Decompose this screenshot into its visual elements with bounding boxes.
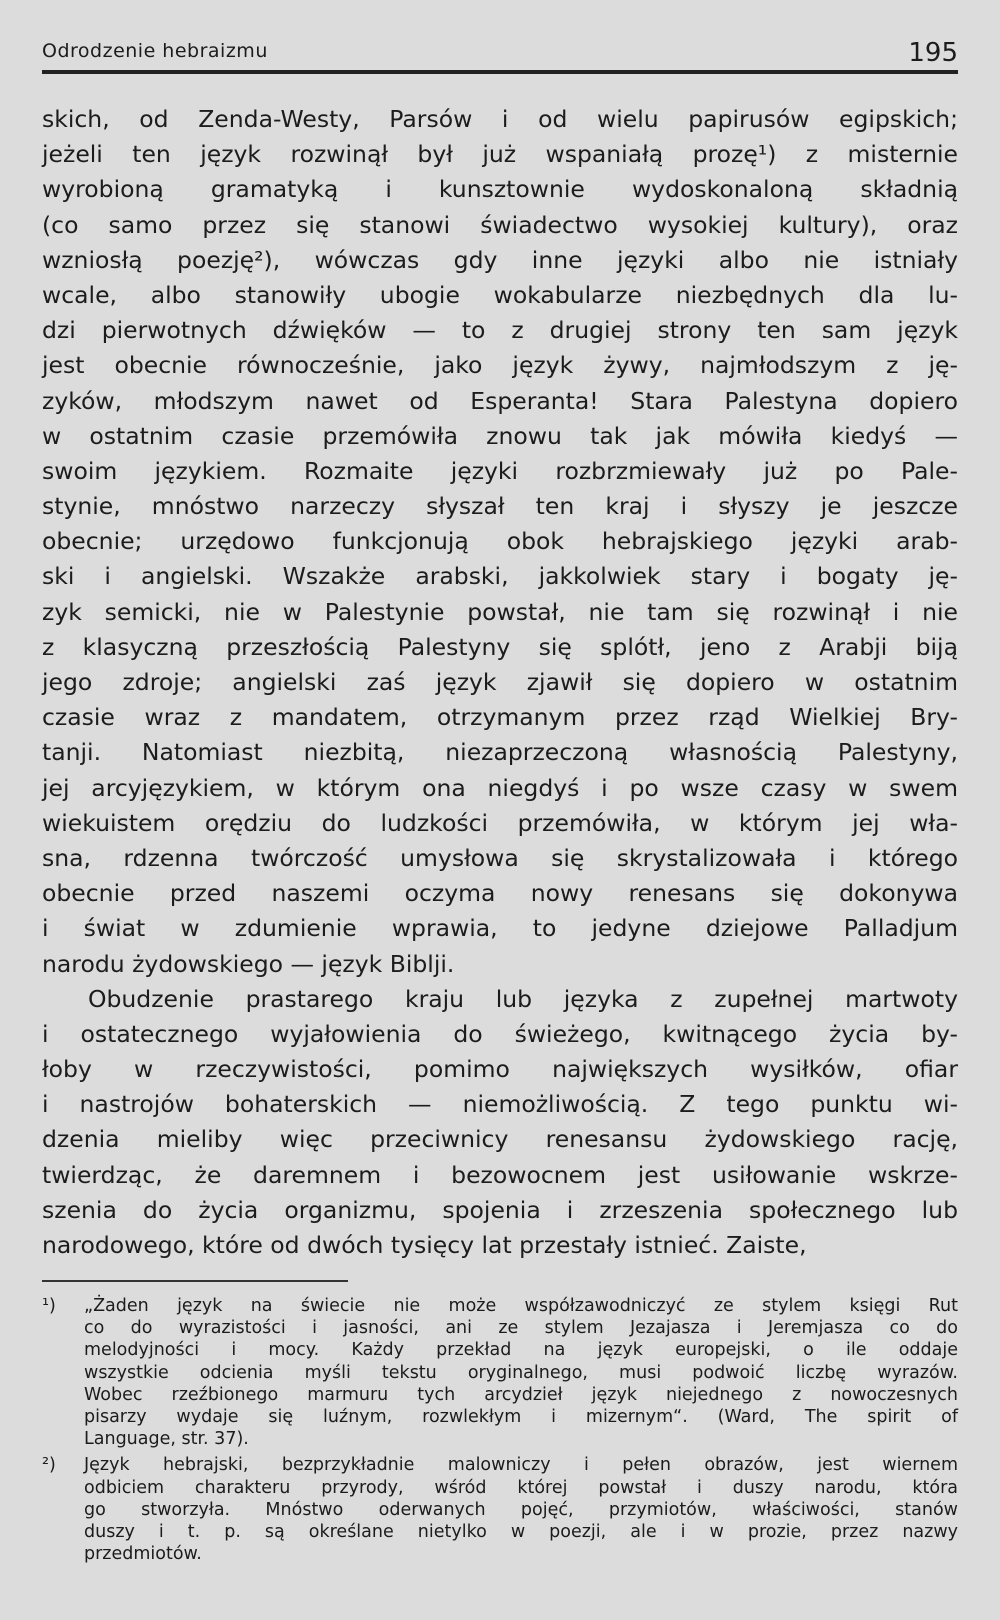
text-line: w ostatnim czasie przemówiła znowu tak jak mówiła kiedyś — [42, 421, 958, 450]
text-line: Obudzenie prastarego kraju lub języka z zupełnej martwoty [88, 984, 958, 1013]
text-line: i nastrojów bohaterskich — niemożliwością. Z tego punktu wi- [42, 1090, 958, 1119]
footnote-mark: ²) [42, 1455, 56, 1476]
footnote-line: przedmiotów. [84, 1544, 202, 1565]
text-line: skich, od Zenda-Westy, Parsów i od wielu papirusów egipskich; [42, 105, 958, 133]
text-line: wiekuistem orędziu do ludzkości przemówiła, w którym jej wła- [42, 808, 958, 837]
text-line: i świat w zdumienie wprawia, to jedyne dziejowe Palladjum [42, 914, 958, 943]
text-line: narodu żydowskiego — język Biblji. [42, 949, 455, 978]
text-line: jego zdroje; angielski zaś język zjawił się dopiero w ostatnim [42, 668, 958, 696]
text-line: narodowego, które od dwóch tysięcy lat przestały istnieć. Zaiste, [42, 1231, 807, 1259]
text-line: obecnie przed naszemi oczyma nowy renesans się dokonywa [42, 879, 958, 908]
text-line: wcale, albo stanowiły ubogie wokabularze niezbędnych dla lu- [42, 280, 958, 309]
page-number: 195 [908, 38, 958, 68]
text-line: szenia do życia organizmu, spojenia i zrzeszenia społecznego lub [42, 1195, 958, 1224]
text-line: swoim językiem. Rozmaite języki rozbrzmiewały już po Pale- [42, 456, 958, 485]
footnote-line: melodyjności i mocy. Każdy przekład na język europejski, o ile oddaje [84, 1340, 958, 1361]
footnote-line: wszystkie odcienia myśli tekstu oryginalnego, musi podwoić liczbę wyrazów. [84, 1362, 958, 1383]
text-line: łoby w rzeczywistości, pomimo największych wysiłków, ofiar [42, 1055, 958, 1084]
text-line: ski i angielski. Wszakże arabski, jakkolwiek stary i bogaty ję- [42, 562, 958, 591]
footnote-line: Język hebrajski, bezprzykładnie malowniczy i pełen obrazów, jest wiernem [84, 1455, 958, 1476]
text-line: zyków, młodszym nawet od Esperanta! Stara Palestyna dopiero [42, 386, 958, 415]
text-line: (co samo przez się stanowi świadectwo wysokiej kultury), oraz [42, 210, 958, 239]
footnote-line: duszy i t. p. są określane nietylko w poezji, ale i w prozie, przez nazwy [84, 1521, 958, 1542]
header-rule [42, 70, 958, 74]
text-line: obecnie; urzędowo funkcjonują obok hebrajskiego języki arab- [42, 527, 958, 556]
footnote-mark: ¹) [42, 1296, 56, 1316]
text-line: stynie, mnóstwo narzeczy słyszał ten kraj i słyszy je jeszcze [42, 492, 958, 521]
text-line: sna, rdzenna twórczość umysłowa się skrystalizowała i którego [42, 843, 958, 872]
text-line: twierdząc, że daremnem i bezowocnem jest usiłowanie wskrze- [42, 1160, 958, 1189]
text-line: zyk semicki, nie w Palestynie powstał, nie tam się rozwinął i nie [42, 597, 958, 626]
footnote-line: „Żaden język na świecie nie może współzawodniczyć ze stylem księgi Rut [84, 1296, 958, 1316]
footnote-separator [42, 1280, 348, 1282]
footnote-line: Wobec rzeźbionego marmuru tych arcydzieł język niejednego z nowoczesnych [84, 1384, 958, 1405]
text-line: i ostatecznego wyjałowienia do świeżego, kwitnącego życia by- [42, 1019, 958, 1048]
footnote-line: co do wyrazistości i jasności, ani ze stylem Jezajasza i Jeremjasza co do [84, 1318, 958, 1339]
text-line: jeżeli ten język rozwinął był już wspaniałą prozę¹) z misternie [42, 140, 958, 169]
text-line: jest obecnie równocześnie, jako język żywy, najmłodszym z ję- [42, 351, 958, 380]
main-text [42, 102, 958, 1263]
footnote [42, 1454, 958, 1565]
text-line: tanji. Natomiast niezbitą, niezaprzeczoną własnością Palestyny, [42, 738, 958, 767]
footnote-line: odbiciem charakteru przyrody, wśród której powstał i duszy narodu, która [84, 1477, 958, 1498]
text-line: dzenia mieliby więc przeciwnicy renesansu żydowskiego rację, [42, 1125, 958, 1154]
footnote-line: go stworzyła. Mnóstwo oderwanych pojęć, przymiotów, właściwości, stanów [84, 1499, 958, 1520]
footnote [42, 1295, 958, 1450]
running-title: Odrodzenie hebraizmu [42, 40, 268, 62]
footnote-line: pisarzy wydaje się luźnym, rozwlekłym i mizernym“. (Ward, The spirit of [84, 1406, 958, 1427]
text-line: jej arcyjęzykiem, w którym ona niegdyś i po wsze czasy w swem [42, 773, 958, 802]
text-line: czasie wraz z mandatem, otrzymanym przez rząd Wielkiej Bry- [42, 703, 958, 732]
text-line: dzi pierwotnych dźwięków — to z drugiej strony ten sam język [42, 316, 958, 345]
page-header [42, 38, 958, 72]
text-line: wzniosłą poezję²), wówczas gdy inne języki albo nie istniały [42, 245, 958, 274]
footnotes [42, 1295, 958, 1569]
footnote-line: Language, str. 37). [84, 1429, 249, 1450]
text-line: wyrobioną gramatyką i kunsztownie wydoskonaloną składnią [42, 175, 958, 204]
text-line: z klasyczną przeszłością Palestyny się splótł, jeno z Arabji biją [42, 632, 958, 661]
